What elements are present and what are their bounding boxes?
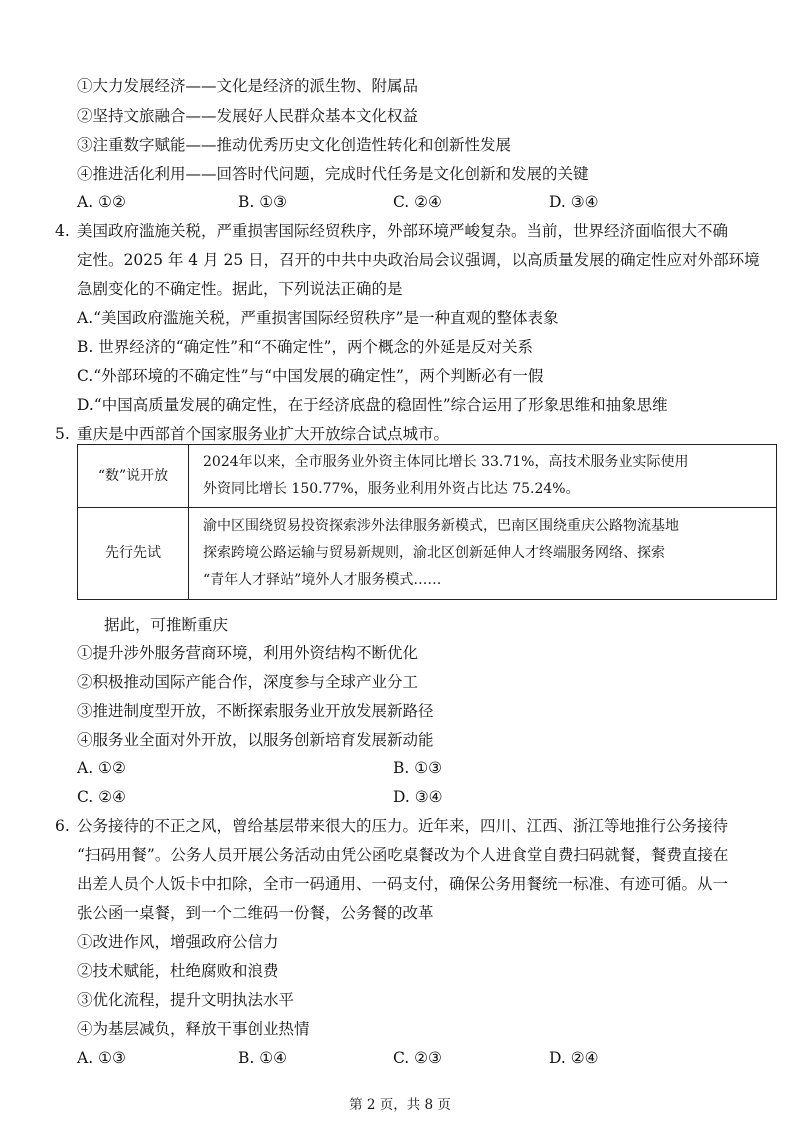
q6-option-a[interactable]: A. ①③ (77, 1049, 126, 1067)
q5-lead: 据此，可推断重庆 (104, 616, 229, 634)
table-cell-line: 渝中区围绕贸易投资探索涉外法律服务新模式，巴南区围绕重庆公路物流基地 (203, 518, 679, 534)
q6-item-4: ④为基层减负，释放干事创业热情 (77, 1020, 310, 1038)
q6-item-1: ①改进作风，增强政府公信力 (77, 933, 279, 951)
q3-option-c[interactable]: C. ②④ (393, 193, 442, 211)
q6-number: 6. (55, 817, 70, 835)
table-row-content (189, 508, 777, 600)
table-cell-line: 外资同比增长 150.77%，服务业利用外资占比达 75.24%。 (203, 481, 580, 497)
q4-number: 4. (55, 222, 70, 240)
q3-option-d[interactable]: D. ③④ (549, 193, 599, 211)
q5-option-d[interactable]: D. ③④ (393, 788, 443, 806)
q5-item-1: ①提升涉外服务营商环境，利用外资结构不断优化 (77, 644, 419, 662)
q6-stem-line-1: 公务接待的不正之风，曾给基层带来很大的压力。近年来，四川、江西、浙江等地推行公务接待 (77, 817, 729, 835)
q5-option-a[interactable]: A. ①② (77, 759, 126, 777)
table-row (78, 508, 777, 600)
q4-option-a[interactable]: A.“美国政府滥施关税，严重损害国际经贸秩序”是一种直观的整体表象 (77, 309, 559, 327)
q5-item-3: ③推进制度型开放，不断探索服务业开放发展新路径 (77, 702, 434, 720)
table-row-content (189, 445, 777, 508)
q3-item-2: ②坚持文旅融合——发展好人民群众基本文化权益 (77, 107, 419, 125)
page-footer: 第 2 页，共 8 页 (349, 1097, 451, 1113)
q4-option-b[interactable]: B. 世界经济的“确定性”和“不确定性”，两个概念的外延是反对关系 (77, 338, 533, 356)
q4-stem-line-1: 美国政府滥施关税，严重损害国际经贸秩序，外部环境严峻复杂。当前，世界经济面临很大不确 (77, 222, 729, 240)
q6-stem-line-4: 张公函一桌餐，到一个二维码一份餐，公务餐的改革 (77, 904, 434, 922)
table-row (78, 445, 777, 508)
q3-item-3: ③注重数字赋能——推动优秀历史文化创造性转化和创新性发展 (77, 136, 512, 154)
q4-stem-line-3: 急剧变化的不确定性。据此，下列说法正确的是 (77, 280, 403, 298)
q4-option-d[interactable]: D.“中国高质量发展的确定性，在于经济底盘的稳固性”综合运用了形象思维和抽象思维 (77, 396, 668, 414)
q4-option-c[interactable]: C.“外部环境的不确定性”与“中国发展的确定性”，两个判断必有一假 (77, 367, 544, 385)
table-cell-line: 2024年以来，全市服务业外资主体同比增长 33.71%，高技术服务业实际使用 (203, 454, 689, 470)
q6-item-3: ③优化流程，提升文明执法水平 (77, 991, 295, 1009)
table-cell-line: “青年人才驿站”境外人才服务模式…… (203, 572, 442, 588)
q6-option-c[interactable]: C. ②③ (393, 1049, 442, 1067)
q5-item-4: ④服务业全面对外开放，以服务创新培育发展新动能 (77, 731, 434, 749)
q3-option-a[interactable]: A. ①② (77, 193, 126, 211)
q5-item-2: ②积极推动国际产能合作，深度参与全球产业分工 (77, 673, 419, 691)
q5-info-table (77, 444, 777, 600)
q6-option-d[interactable]: D. ②④ (549, 1049, 599, 1067)
q3-option-b[interactable]: B. ①③ (238, 193, 288, 211)
table-row-label: 先行先试 (78, 508, 189, 600)
q5-option-b[interactable]: B. ①③ (393, 759, 443, 777)
q5-stem: 重庆是中西部首个国家服务业扩大开放综合试点城市。 (77, 425, 450, 443)
q6-stem-line-2: “扫码用餐”。公务人员开展公务活动由凭公函吃桌餐改为个人进食堂自费扫码就餐，餐费直接在 (77, 846, 729, 864)
q3-item-1: ①大力发展经济——文化是经济的派生物、附属品 (77, 77, 419, 95)
q3-item-4: ④推进活化利用——回答时代问题，完成时代任务是文化创新和发展的关键 (77, 165, 589, 183)
q6-option-b[interactable]: B. ①④ (238, 1049, 288, 1067)
q6-item-2: ②技术赋能，杜绝腐败和浪费 (77, 962, 279, 980)
q4-stem-line-2: 定性。2025 年 4 月 25 日，召开的中共中央政治局会议强调，以高质量发展的确定性应对外部环境 (77, 251, 760, 269)
q5-number: 5. (55, 425, 70, 443)
q6-stem-line-3: 出差人员个人饭卡中扣除，全市一码通用、一码支付，确保公务用餐统一标准、有迹可循。从一 (77, 875, 729, 893)
table-row-label: “数”说开放 (78, 445, 189, 508)
table-cell-line: 探索跨境公路运输与贸易新规则，渝北区创新延伸人才终端服务网络、探索 (203, 545, 665, 561)
q5-option-c[interactable]: C. ②④ (77, 788, 126, 806)
